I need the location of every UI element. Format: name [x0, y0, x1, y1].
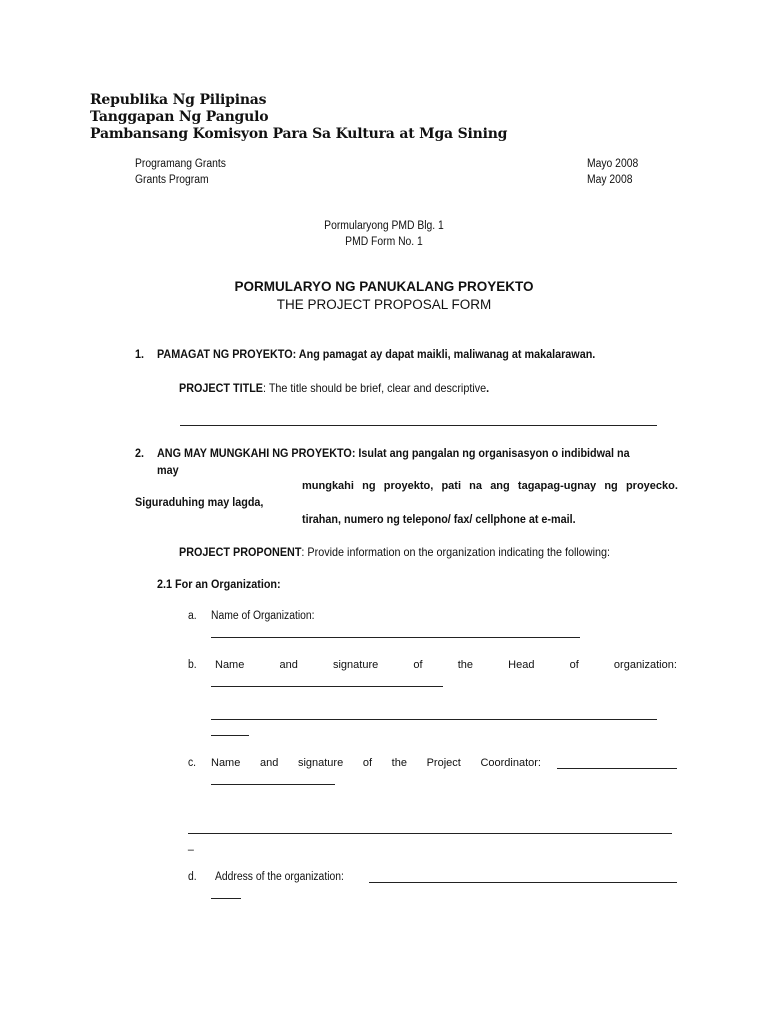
project-proponent-label: PROJECT PROPONENT — [179, 545, 302, 559]
item-b-word: signature — [332, 659, 379, 671]
item-d-letter: d. — [188, 871, 197, 883]
item-c-word: signature — [297, 757, 344, 769]
organization-name-line[interactable] — [211, 637, 580, 638]
item-c-word: Name — [211, 757, 241, 769]
program-english: Grants Program — [135, 174, 209, 186]
section1-heading-english: PROJECT TITLE: The title should be brief, clear and descriptive. — [179, 381, 490, 395]
section2-heading-line2 — [302, 480, 678, 492]
date-english: May 2008 — [587, 174, 633, 186]
head-of-organization-line[interactable] — [211, 686, 443, 687]
section2-heading-line1: ANG MAY MUNGKAHI NG PROYEKTO: Isulat ang pangalan ng organisasyon o indibidwal na — [157, 446, 630, 460]
section2-line2-word: tagapag-ugnay — [517, 480, 597, 492]
item-b-word: the — [457, 659, 474, 671]
item-b-word: of — [413, 659, 423, 671]
section2-line2-word: ng — [362, 480, 376, 492]
item-c-letter: c. — [188, 757, 197, 769]
section2-heading-line3: Siguraduhing may lagda, — [135, 495, 264, 509]
item-c-word: the — [391, 757, 407, 769]
head-of-organization-line-3[interactable] — [211, 735, 249, 736]
item-b-label — [215, 659, 677, 671]
item-c-word: Coordinator: — [480, 757, 541, 769]
item-b-word: Name — [215, 659, 245, 671]
section2-heading-line1b: may — [157, 463, 179, 477]
project-title-label: PROJECT TITLE — [179, 381, 264, 395]
agency-line-office: Tanggapan Ng Pangulo — [90, 109, 269, 125]
head-of-organization-line-2[interactable] — [211, 719, 657, 720]
section2-line2-word: pati — [441, 480, 461, 492]
form-title-filipino: PORMULARYO NG PANUKALANG PROYEKTO — [234, 279, 534, 294]
project-title-answer-line[interactable] — [180, 425, 657, 426]
form-number-filipino: Pormularyong PMD Blg. 1 — [324, 220, 444, 232]
section2-line2-word: ng — [604, 480, 618, 492]
section2-number: 2. — [135, 446, 145, 460]
item-c-label — [211, 757, 541, 769]
project-coordinator-line-3[interactable] — [188, 833, 672, 834]
date-filipino: Mayo 2008 — [587, 158, 639, 170]
form-title-english: THE PROJECT PROPOSAL FORM — [276, 297, 492, 312]
item-a-label: Name of Organization: — [211, 610, 315, 622]
project-title-instruction: : The title should be brief, clear and descriptive — [263, 381, 487, 395]
agency-line-commission: Pambansang Komisyon Para Sa Kultura at Mga Sining — [90, 126, 508, 142]
item-b-word: organization: — [613, 659, 677, 671]
project-coordinator-line-2[interactable] — [211, 784, 335, 785]
item-c-word: and — [259, 757, 279, 769]
form-number-english: PMD Form No. 1 — [345, 236, 423, 248]
section1-number: 1. — [135, 347, 145, 361]
project-coordinator-line[interactable] — [557, 768, 677, 769]
project-proponent-instruction: : Provide information on the organization indicating the following: — [301, 545, 611, 559]
organization-address-line[interactable] — [369, 882, 677, 883]
section21-heading: 2.1 For an Organization: — [157, 577, 281, 591]
item-a-letter: a. — [188, 610, 197, 622]
item-b-word: of — [569, 659, 579, 671]
section2-line2-word: proyecko. — [625, 480, 678, 492]
section2-english — [179, 545, 610, 559]
agency-line-republic: Republika Ng Pilipinas — [90, 92, 267, 108]
organization-address-line-2[interactable] — [211, 898, 241, 899]
item-b-word: and — [279, 659, 298, 671]
item-b-letter: b. — [188, 659, 197, 671]
item-b-word: Head — [508, 659, 535, 671]
section2-heading-line4: tirahan, numero ng telepono/ fax/ cellphone at e-mail. — [302, 512, 576, 526]
item-d-label: Address of the organization: — [215, 871, 344, 883]
line-continuation-dash: _ — [188, 839, 194, 851]
section2-line2-word: mungkahi — [302, 480, 354, 492]
section2-line2-word: ang — [490, 480, 510, 492]
item-c-word: Project — [426, 757, 461, 769]
section2-line2-word: proyekto, — [383, 480, 434, 492]
item-c-word: of — [362, 757, 373, 769]
program-filipino: Programang Grants — [135, 158, 226, 170]
section1-heading-filipino: PAMAGAT NG PROYEKTO: Ang pamagat ay dapat maikli, maliwanag at makalarawan. — [157, 347, 596, 361]
section2-line2-word: na — [469, 480, 483, 492]
